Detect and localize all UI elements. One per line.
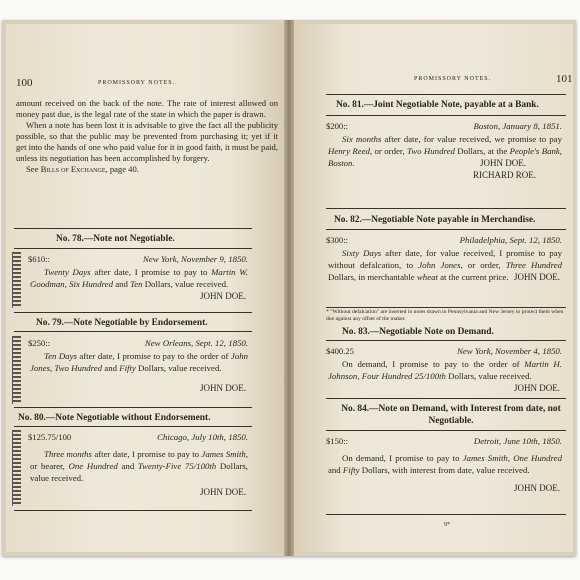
note-body	[322, 358, 566, 382]
page-number: 100	[16, 77, 33, 89]
note-signature: JOHN DOE.	[514, 483, 560, 493]
note-signature: JOHN DOE.	[514, 272, 560, 282]
divider-rule	[326, 94, 566, 95]
divider-rule	[326, 340, 566, 341]
note-title: No. 81.—Joint Negotiable Note, payable at a Bank.	[336, 100, 539, 110]
divider-rule	[326, 430, 566, 431]
note-body-text: On demand, I promise to pay to James Smith, One Hundred and Fifty Dollars, with interest from date, value received.	[328, 453, 562, 475]
note-place-date: Detroit, June 10th, 1850.	[473, 436, 562, 446]
note-title: No. 78.—Note not Negotiable.	[56, 234, 175, 244]
note-amount: $610::	[28, 254, 50, 264]
note-signature: JOHN DOE.	[200, 487, 246, 497]
note-place-date: New York, November 4, 1850.	[457, 346, 562, 356]
note-body-text: Sixty Days after date, for value received, I promise to pay without defalcation, to John Jones, or order, Three Hundred Dollars, in merchantable wheat at the current price.	[328, 248, 562, 282]
running-head: PROMISSORY NOTES.	[414, 76, 492, 82]
intro-paragraph	[16, 98, 278, 175]
note-body	[14, 448, 252, 484]
divider-rule	[326, 208, 566, 209]
note-81	[322, 120, 566, 181]
open-book	[2, 20, 576, 556]
note-82	[322, 234, 566, 283]
divider-rule	[14, 407, 252, 408]
note-80	[14, 431, 252, 498]
note-title: No. 82.—Negotiable Note payable in Merchandise.	[334, 215, 536, 225]
note-body	[14, 350, 252, 374]
lost-note-text: When a note has been lost it is advisable to give the fact all the publicity possible, so that the public may be prevented from purchasing it; yet if it get into the hands of one who paid value for it in good faith, it must be paid, unless its negotiation has been accomplished by forgery.	[16, 120, 278, 163]
divider-rule	[14, 510, 252, 511]
left-page	[6, 24, 284, 552]
note-place-date: New York, November 9, 1850.	[143, 254, 248, 264]
note-amount: $300::	[326, 235, 348, 245]
divider-rule	[326, 307, 566, 308]
divider-rule	[326, 229, 566, 230]
note-body	[14, 266, 252, 290]
note-79	[14, 337, 252, 394]
see-reference: See Bills of Exchange, page 40.	[26, 164, 139, 174]
divider-rule	[14, 312, 252, 313]
note-signature: JOHN DOE.	[200, 383, 246, 393]
note-body-text: Three months after date, I promise to pay to James Smith, or bearer, One Hundred and Twenty-Five 75/100th Dollars, value received.	[30, 449, 249, 483]
intro-text: amount received on the back of the note. The rate of interest allowed on money past due, is the legal rate of the state in which the paper is drawn.	[16, 98, 278, 119]
note-83	[322, 345, 566, 394]
book-gutter	[284, 20, 294, 556]
note-amount: $250::	[28, 338, 50, 348]
note-amount: $200::	[326, 121, 348, 131]
divider-rule	[14, 331, 252, 332]
divider-rule	[14, 228, 252, 229]
note-body-text: Twenty Days after date, I promise to pay to Martin W. Goodman, Six Hundred and Ten Dollars, value received.	[30, 267, 248, 289]
divider-rule	[326, 115, 566, 116]
printer-signature-mark: 9*	[444, 522, 450, 528]
note-place-date: Philadelphia, Sept. 12, 1850.	[459, 235, 562, 245]
note-body-text: On demand, I promise to pay to the order of Martin H. Johnson, Four Hundred 25/100th Dollars, value received.	[328, 359, 562, 381]
note-signature: JOHN DOE.	[480, 158, 526, 168]
note-amount: $150::	[326, 436, 348, 446]
note-place-date: Chicago, July 10th, 1850.	[157, 432, 248, 442]
note-title: No. 79.—Note Negotiable by Endorsement.	[36, 318, 208, 328]
note-signature: JOHN DOE.	[514, 383, 560, 393]
note-title: No. 84.—Note on Demand, with Interest from date, not Negotiable.	[341, 404, 561, 426]
right-page	[294, 24, 573, 552]
note-78	[14, 253, 252, 302]
footnote: * "Without defalcation" are inserted in notes drawn in Pennsylvania and New Jersey to protect them when due against any offset of the maker.	[326, 309, 564, 322]
note-body	[322, 452, 566, 476]
page-number: 101	[556, 73, 573, 85]
note-signature-2: RICHARD ROE.	[472, 170, 536, 180]
note-place-date: New Orleans, Sept. 12, 1850.	[144, 338, 248, 348]
divider-rule	[14, 248, 252, 249]
divider-rule	[14, 426, 252, 427]
note-amount: $125.75/100	[28, 432, 72, 442]
note-place-date: Boston, January 8, 1851.	[473, 121, 562, 131]
note-signature: JOHN DOE.	[200, 291, 246, 301]
note-84	[322, 435, 566, 494]
note-body-text: Six months after date, for value received, we promise to pay Henry Reed, or order, Two Hundred Dollars, at the People's Bank, Boston.	[328, 134, 563, 168]
divider-rule	[326, 514, 566, 515]
note-title: No. 80.—Note Negotiable without Endorsement.	[18, 413, 211, 423]
note-body-text: Ten Days after date, I promise to pay to the order of John Jones, Two Hundred and Fifty Dollars, value received.	[30, 351, 248, 373]
running-head: PROMISSORY NOTES.	[98, 80, 176, 86]
divider-rule	[326, 398, 566, 399]
note-amount: $400.25	[326, 346, 354, 356]
note-title: No. 83.—Negotiable Note on Demand.	[342, 327, 494, 337]
